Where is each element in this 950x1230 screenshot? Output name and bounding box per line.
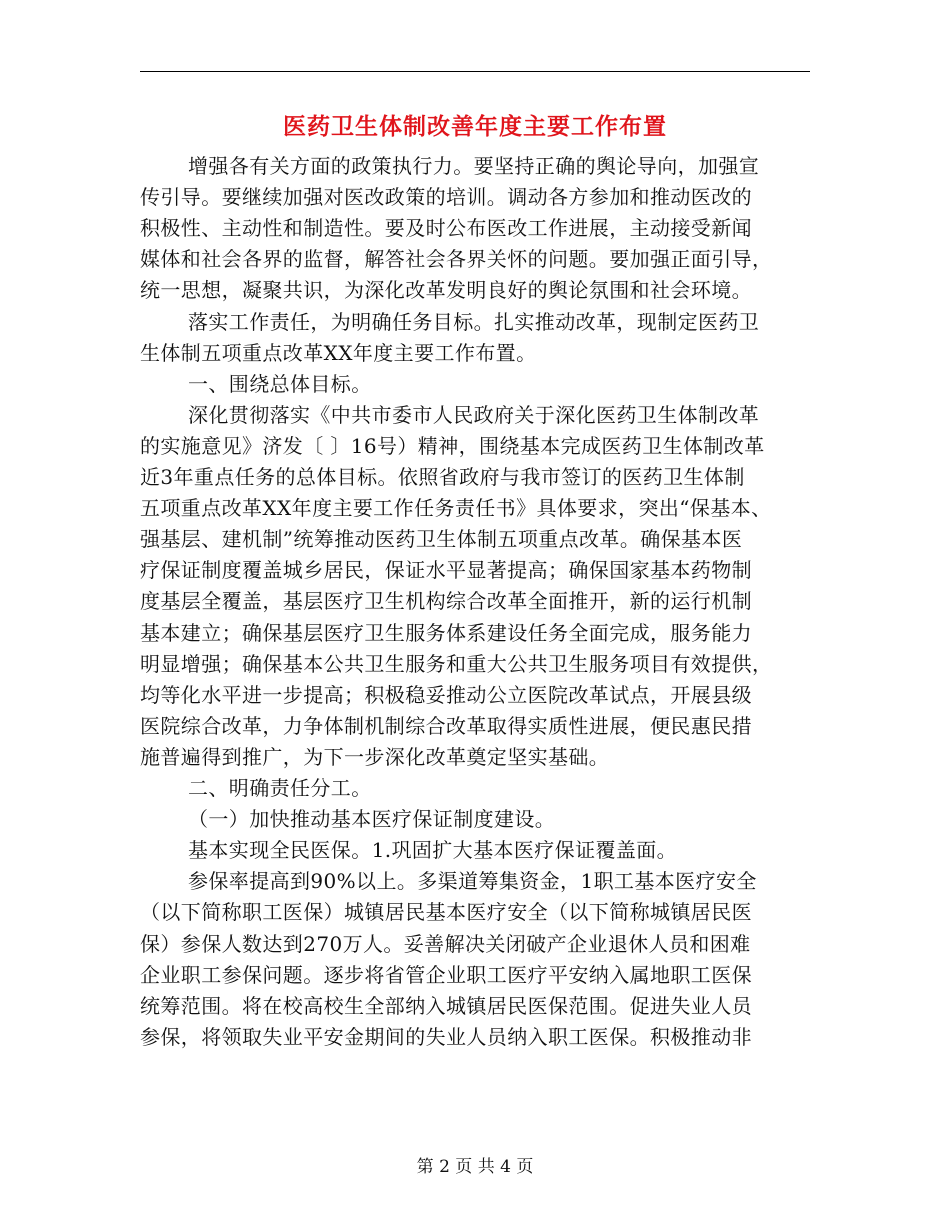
body-line: （以下简称职工医保）城镇居民基本医疗安全（以下简称城镇居民医 [140, 900, 752, 925]
body-line: 深化贯彻落实《中共市委市人民政府关于深化医药卫生体制改革 [188, 402, 760, 427]
body-line: 疗保证制度覆盖城乡居民，保证水平显著提高；确保国家基本药物制 [140, 558, 752, 583]
body-line: 生体制五项重点改革XX年度主要工作布置。 [140, 340, 537, 365]
body-line: 医院综合改革，力争体制机制综合改革取得实质性进展，便民惠民措 [140, 713, 752, 738]
body-line: 统筹范围。将在校高校生全部纳入城镇居民医保范围。促进失业人员 [140, 993, 752, 1018]
body-line: 五项重点改革XX年度主要工作任务责任书》具体要求，突出“保基本、 [140, 496, 772, 521]
body-line: 强基层、建机制”统筹推动医药卫生体制五项重点改革。确保基本医 [140, 527, 743, 552]
body-line: 均等化水平进一步提高；积极稳妥推动公立医院改革试点，开展县级 [140, 682, 752, 707]
body-line: 的实施意见》济发〔 〕16号）精神，围绕基本完成医药卫生体制改革 [140, 433, 765, 458]
body-line: 保）参保人数达到270万人。妥善解决关闭破产企业退休人员和困难 [140, 931, 751, 956]
header-rule [140, 71, 810, 72]
body-line: 基本建立；确保基层医疗卫生服务体系建设任务全面完成，服务能力 [140, 620, 752, 645]
body-line: 媒体和社会各界的监督，解答社会各界关怀的问题。要加强正面引导， [140, 247, 773, 272]
document-title: 医药卫生体制改善年度主要工作布置 [283, 113, 667, 140]
body-line: 统一思想，凝聚共识，为深化改革发明良好的舆论氛围和社会环境。 [140, 278, 752, 303]
body-line: 明显增强；确保基本公共卫生服务和重大公共卫生服务项目有效提供， [140, 651, 773, 676]
body-line: 基本实现全民医保。1.巩固扩大基本医疗保证覆盖面。 [188, 838, 678, 863]
body-line: 近3年重点任务的总体目标。依照省政府与我市签订的医药卫生体制 [140, 465, 745, 489]
body-line: 落实工作责任，为明确任务目标。扎实推动改革，现制定医药卫 [188, 309, 760, 334]
page-footer: 第 2 页 共 4 页 [416, 1157, 534, 1177]
body-line: 参保率提高到90%以上。多渠道筹集资金，1职工基本医疗安全 [188, 869, 757, 894]
body-line: 一、围绕总体目标。 [188, 371, 372, 396]
body-line: 传引导。要继续加强对医改政策的培训。调动各方参加和推动医改的 [140, 185, 752, 210]
body-line: 积极性、主动性和制造性。要及时公布医改工作进展，主动接受新闻 [140, 216, 752, 241]
body-line: （一）加快推动基本医疗保证制度建设。 [188, 807, 556, 832]
body-line: 二、明确责任分工。 [188, 776, 372, 800]
body-line: 企业职工参保问题。逐步将省管企业职工医疗平安纳入属地职工医保 [140, 962, 752, 987]
body-line: 度基层全覆盖，基层医疗卫生机构综合改革全面推开，新的运行机制 [140, 589, 752, 614]
body-line: 参保，将领取失业平安金期间的失业人员纳入职工医保。积极推动非 [140, 1024, 752, 1049]
body-line: 施普遍得到推广，为下一步深化改革奠定坚实基础。 [140, 744, 610, 769]
body-line: 增强各有关方面的政策执行力。要坚持正确的舆论导向，加强宣 [188, 154, 760, 178]
